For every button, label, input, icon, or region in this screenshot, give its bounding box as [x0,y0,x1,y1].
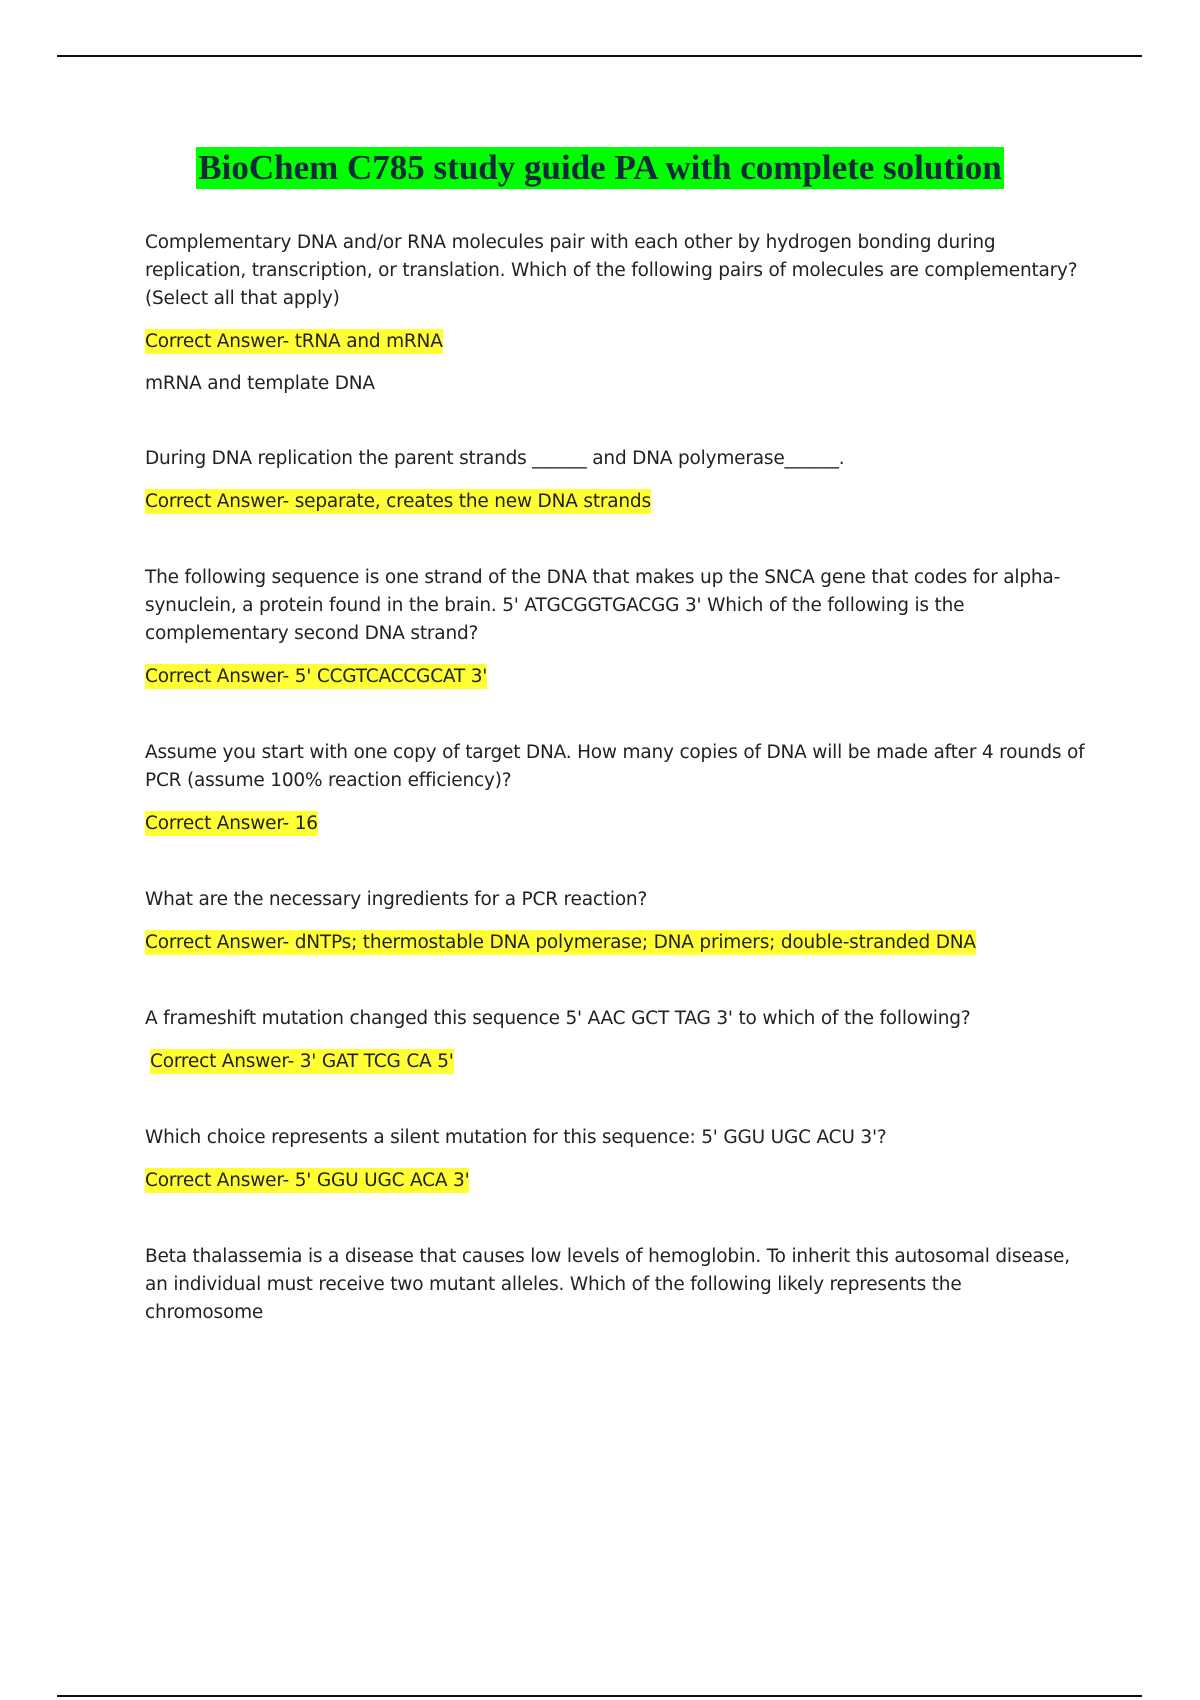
answer-line [145,662,1085,692]
qa-item-4 [145,739,1085,839]
question-text: Which choice represents a silent mutation for this sequence: 5' GGU UGC ACU 3'? [145,1127,887,1148]
answer-text: Correct Answer- 5' CCGTCACCGCAT 3' [145,666,488,687]
question-text: A frameshift mutation changed this sequence 5' AAC GCT TAG 3' to which of the following? [145,1008,971,1029]
top-rule [57,55,1142,57]
qa-item-3 [145,564,1085,692]
qa-item-6 [145,1005,1085,1077]
question-text: Beta thalassemia is a disease that causes low levels of hemoglobin. To inherit this autosomal disease, an individual must receive two mutant alleles. Which of the following likely represents the chromosome [145,1246,1070,1323]
document-body [145,229,1085,1327]
bottom-rule [57,1695,1142,1697]
answer-line [145,327,1085,357]
question-text: Complementary DNA and/or RNA molecules pair with each other by hydrogen bonding during replication, transcription, or translation. Which of the following pairs of molecules are complementary? (Select all that apply) [145,232,1078,309]
answer-line [145,1047,1085,1077]
answer-text: Correct Answer- dNTPs; thermostable DNA polymerase; DNA primers; double-stranded DNA [145,932,976,953]
answer-line [145,487,1085,517]
answer-text: Correct Answer- 16 [145,813,318,834]
question-text: What are the necessary ingredients for a PCR reaction? [145,889,648,910]
answer-text: Correct Answer- 3' GAT TCG CA 5' [150,1051,454,1072]
answer-line [145,1166,1085,1196]
document-title: BioChem C785 study guide PA with complete solution [198,148,1002,187]
answer-text: Correct Answer- 5' GGU UGC ACA 3' [145,1170,470,1191]
qa-item-5 [145,886,1085,958]
answer-line [145,809,1085,839]
answer-line [145,928,1085,958]
question-text: The following sequence is one strand of the DNA that makes up the SNCA gene that codes for alpha-synuclein, a protein found in the brain. 5' ATGCGGTGACGG 3' Which of the following is the complementary second DNA strand? [145,567,1061,644]
qa-item-7 [145,1124,1085,1196]
qa-item-8 [145,1243,1085,1327]
answer-text: Correct Answer- separate, creates the new DNA strands [145,491,651,512]
title-container [0,147,1200,189]
qa-item-1 [145,229,1085,399]
qa-item-2 [145,445,1085,517]
question-text: During DNA replication the parent strands ______ and DNA polymerase______. [145,448,845,469]
question-text: Assume you start with one copy of target DNA. How many copies of DNA will be made after 4 rounds of PCR (assume 100% reaction efficiency)? [145,742,1085,791]
answer-text: Correct Answer- tRNA and mRNA [145,331,443,352]
answer-extra-text: mRNA and template DNA [145,373,375,394]
